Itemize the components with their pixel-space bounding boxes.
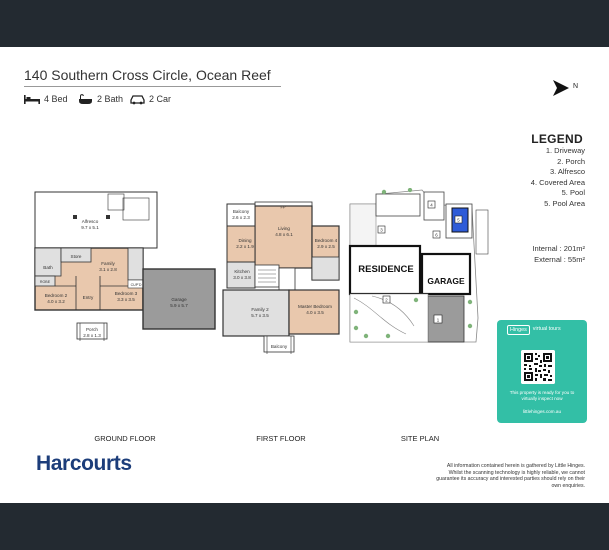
room-label: Kitchen <box>234 269 250 274</box>
virtual-tours-label: virtual tours <box>532 326 561 333</box>
ground-floor-plan <box>28 185 220 345</box>
virtual-tour-brand <box>507 325 561 335</box>
room-label: Bath <box>43 265 53 270</box>
room-label: ROBE <box>39 280 51 284</box>
qr-code-icon[interactable] <box>521 350 555 384</box>
room-size: 5.9 x 5.7 <box>170 303 188 308</box>
site-marker: 5 <box>457 217 460 223</box>
legend-item: 3. Alfresco <box>549 167 585 177</box>
site-marker: 2 <box>385 297 388 303</box>
room-label: Alfresco <box>81 219 99 224</box>
room-label: Dining <box>238 238 252 243</box>
virtual-tour-message: This property is ready for you to virtually inspect now <box>509 390 575 401</box>
room-label: Family <box>101 261 115 266</box>
room-label: Bedroom 3 <box>114 291 138 296</box>
room-size: 4.0 x 3.5 <box>306 310 324 315</box>
first-floor-plan <box>220 190 345 360</box>
room-label: Master Bedroom <box>298 304 332 309</box>
internal-area: Internal : 201m² <box>532 244 585 253</box>
external-area: External : 55m² <box>534 254 585 264</box>
bottom-band <box>0 503 609 550</box>
room-size: 4.8 x 6.1 <box>275 232 293 237</box>
room-label: Balcony <box>270 344 288 349</box>
harcourts-logo: Harcourts <box>36 452 132 475</box>
compass <box>551 78 591 98</box>
legend-item: 2. Porch <box>557 156 585 166</box>
title-rule <box>24 86 281 87</box>
virtual-tour-card[interactable] <box>497 320 587 423</box>
room-label: CUP'D <box>130 283 142 287</box>
legend-item: 1. Driveway <box>545 146 585 155</box>
bed-icon <box>24 94 40 104</box>
car-count: 2 Car <box>149 94 172 104</box>
disclaimer: All information contained herein is gathered by Little Hinges. Whilst the scanning technology is highly reliable, we cannot guarantee its accuracy and interested parties should rely on their own enquiries. <box>436 463 585 489</box>
room-size: 5.7 x 3.5 <box>251 313 269 318</box>
site-marker: 1 <box>436 317 440 323</box>
north-arrow-icon <box>551 78 571 98</box>
legend-title: LEGEND <box>531 132 583 146</box>
feature-bed <box>24 92 68 106</box>
bed-count: 4 Bed <box>44 94 68 104</box>
legend-item: 4. Covered Area <box>530 177 585 187</box>
room-label: FP <box>280 204 286 210</box>
room-size: 2.6 x 2.3 <box>232 215 250 220</box>
site-marker: 6 <box>435 232 438 238</box>
feature-car <box>130 92 171 106</box>
room-size: 9.7 x 5.1 <box>81 225 99 230</box>
room-label: Bedroom 2 <box>44 293 68 298</box>
room-size: 3.0 x 3.8 <box>233 275 251 280</box>
room-size: 2.9 x 2.5 <box>317 244 335 249</box>
site-plan-label: SITE PLAN <box>400 434 440 443</box>
room-size: 3.3 x 3.5 <box>117 297 135 302</box>
bath-icon <box>78 94 93 105</box>
ground-floor-label: GROUND FLOOR <box>94 434 156 443</box>
legend-list <box>531 146 585 210</box>
room-label: Store <box>70 254 82 259</box>
legend-item: 5. Pool Area <box>544 198 585 208</box>
room-label: Garage <box>171 297 187 302</box>
room-size: 2.2 x 1.9 <box>236 244 254 249</box>
site-marker: 4 <box>430 202 433 208</box>
first-floor-label: FIRST FLOOR <box>256 434 306 443</box>
room-size: 4.0 x 3.2 <box>47 299 65 304</box>
room-label: Family 2 <box>251 307 269 312</box>
site-marker: 3 <box>380 227 383 233</box>
legend-item: 5. Pool <box>561 188 585 198</box>
top-band <box>0 0 609 47</box>
room-label: Living <box>277 226 291 231</box>
property-title: 140 Southern Cross Circle, Ocean Reef <box>24 67 271 83</box>
room-size: 2.8 x 1.3 <box>83 333 101 338</box>
site-plan <box>344 188 492 346</box>
room-label: Bedroom 4 <box>314 238 338 243</box>
hinges-logo: Hinges <box>507 325 530 335</box>
room-label: Balcony <box>232 209 250 214</box>
virtual-tour-url[interactable]: littlehinges.com.au <box>522 409 562 414</box>
area-summary <box>532 244 585 265</box>
room-label: Porch <box>85 327 99 332</box>
room-label: Entry <box>82 295 94 300</box>
bath-count: 2 Bath <box>97 94 124 104</box>
residence-label: RESIDENCE <box>358 264 414 275</box>
room-size: 3.1 x 2.8 <box>99 267 117 272</box>
car-icon <box>130 94 145 105</box>
feature-bath <box>78 92 123 106</box>
garage-label: GARAGE <box>427 276 465 286</box>
compass-label: N <box>573 83 579 90</box>
